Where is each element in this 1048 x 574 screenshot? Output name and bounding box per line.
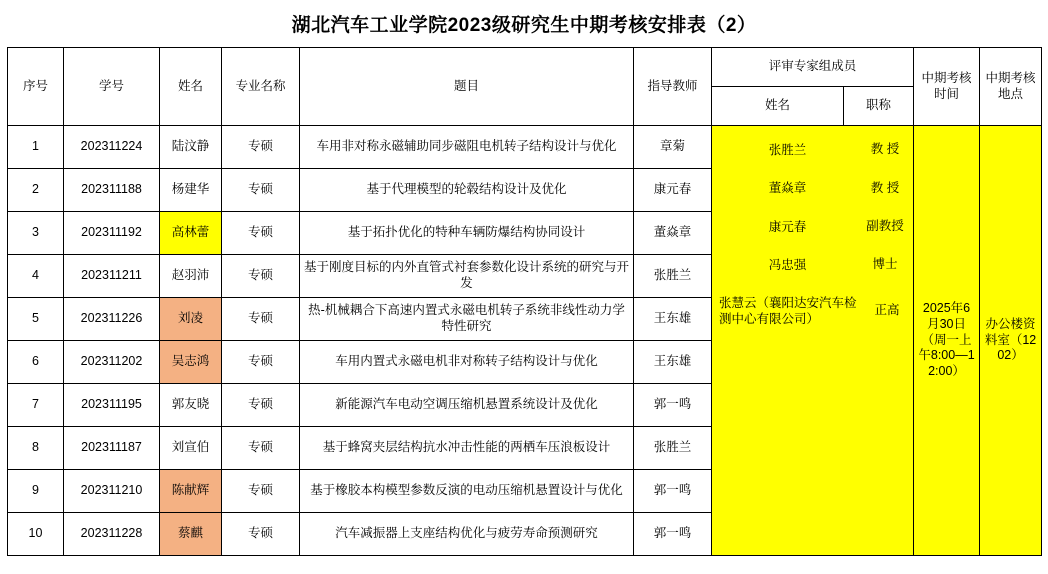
cell-major: 专硕 bbox=[222, 341, 300, 384]
cell-advisor: 康元春 bbox=[634, 169, 712, 212]
cell-advisor: 郭一鸣 bbox=[634, 513, 712, 556]
header-expert-name: 姓名 bbox=[712, 87, 844, 126]
cell-advisor: 王东雄 bbox=[634, 341, 712, 384]
cell-index: 6 bbox=[8, 341, 64, 384]
header-name: 姓名 bbox=[160, 48, 222, 126]
cell-student-id: 202311195 bbox=[64, 384, 160, 427]
cell-student-id: 202311228 bbox=[64, 513, 160, 556]
expert-title: 副教授 bbox=[866, 218, 904, 233]
cell-index: 4 bbox=[8, 255, 64, 298]
cell-student-id: 202311188 bbox=[64, 169, 160, 212]
cell-student-id: 202311210 bbox=[64, 470, 160, 513]
cell-student-id: 202311211 bbox=[64, 255, 160, 298]
page-title: 湖北汽车工业学院2023级研究生中期考核安排表（2） bbox=[291, 15, 757, 36]
cell-name: 陈献辉 bbox=[160, 470, 222, 513]
cell-review-time: 2025年6月30日（周一上午8:00—12:00） bbox=[914, 126, 980, 556]
header-topic: 题目 bbox=[300, 48, 634, 126]
schedule-table bbox=[7, 47, 1042, 556]
expert-title: 正高 bbox=[874, 303, 900, 318]
expert-row bbox=[715, 295, 910, 328]
cell-major: 专硕 bbox=[222, 513, 300, 556]
cell-major: 专硕 bbox=[222, 298, 300, 341]
cell-major: 专硕 bbox=[222, 126, 300, 169]
cell-name: 蔡麒 bbox=[160, 513, 222, 556]
cell-student-id: 202311192 bbox=[64, 212, 160, 255]
cell-topic: 基于拓扑优化的特种车辆防爆结构协同设计 bbox=[300, 212, 634, 255]
cell-name: 刘宣伯 bbox=[160, 427, 222, 470]
cell-name: 杨建华 bbox=[160, 169, 222, 212]
cell-advisor: 董焱章 bbox=[634, 212, 712, 255]
header-expert-group: 评审专家组成员 bbox=[712, 48, 914, 87]
header-index: 序号 bbox=[8, 48, 64, 126]
header-student-id: 学号 bbox=[64, 48, 160, 126]
expert-title: 博士 bbox=[872, 257, 898, 272]
cell-index: 8 bbox=[8, 427, 64, 470]
expert-title: 教 授 bbox=[870, 142, 900, 157]
expert-list bbox=[715, 128, 910, 553]
cell-name: 吴志鸿 bbox=[160, 341, 222, 384]
cell-student-id: 202311224 bbox=[64, 126, 160, 169]
table-header bbox=[8, 48, 1042, 126]
cell-index: 5 bbox=[8, 298, 64, 341]
cell-advisor: 郭一鸣 bbox=[634, 384, 712, 427]
expert-name: 康元春 bbox=[768, 219, 807, 234]
cell-major: 专硕 bbox=[222, 384, 300, 427]
cell-major: 专硕 bbox=[222, 255, 300, 298]
cell-advisor: 张胜兰 bbox=[634, 427, 712, 470]
cell-index: 9 bbox=[8, 470, 64, 513]
cell-topic: 热-机械耦合下高速内置式永磁电机转子系统非线性动力学特性研究 bbox=[300, 298, 634, 341]
expert-name: 董焱章 bbox=[768, 181, 807, 196]
cell-index: 3 bbox=[8, 212, 64, 255]
cell-topic: 基于蜂窝夹层结构抗水冲击性能的两栖车压浪板设计 bbox=[300, 427, 634, 470]
cell-major: 专硕 bbox=[222, 427, 300, 470]
header-review-time: 中期考核时间 bbox=[914, 48, 980, 126]
cell-name: 陆汶静 bbox=[160, 126, 222, 169]
expert-row bbox=[715, 219, 910, 235]
cell-advisor: 郭一鸣 bbox=[634, 470, 712, 513]
expert-name: 冯忠强 bbox=[768, 257, 807, 272]
cell-topic: 车用内置式永磁电机非对称转子结构设计与优化 bbox=[300, 341, 634, 384]
expert-row bbox=[715, 142, 910, 158]
cell-index: 1 bbox=[8, 126, 64, 169]
table-row bbox=[8, 126, 1042, 169]
cell-expert-group bbox=[712, 126, 914, 556]
cell-student-id: 202311226 bbox=[64, 298, 160, 341]
cell-topic: 基于刚度目标的内外直管式衬套参数化设计系统的研究与开发 bbox=[300, 255, 634, 298]
cell-name: 高林蕾 bbox=[160, 212, 222, 255]
expert-name: 张胜兰 bbox=[768, 143, 807, 157]
cell-major: 专硕 bbox=[222, 169, 300, 212]
cell-major: 专硕 bbox=[222, 470, 300, 513]
cell-topic: 基于橡胶本构模型参数反演的电动压缩机悬置设计与优化 bbox=[300, 470, 634, 513]
table-body bbox=[8, 126, 1042, 556]
cell-topic: 汽车减振器上支座结构优化与疲劳寿命预测研究 bbox=[300, 513, 634, 556]
cell-advisor: 王东雄 bbox=[634, 298, 712, 341]
header-major: 专业名称 bbox=[222, 48, 300, 126]
header-row-top bbox=[8, 48, 1042, 87]
header-advisor: 指导教师 bbox=[634, 48, 712, 126]
header-review-place: 中期考核地点 bbox=[980, 48, 1042, 126]
cell-index: 10 bbox=[8, 513, 64, 556]
cell-major: 专硕 bbox=[222, 212, 300, 255]
cell-advisor: 张胜兰 bbox=[634, 255, 712, 298]
expert-title: 教 授 bbox=[870, 180, 900, 195]
cell-name: 刘凌 bbox=[160, 298, 222, 341]
cell-review-place: 办公楼资料室（1202） bbox=[980, 126, 1042, 556]
cell-topic: 车用非对称永磁辅助同步磁阻电机转子结构设计与优化 bbox=[300, 126, 634, 169]
cell-advisor: 章菊 bbox=[634, 126, 712, 169]
cell-topic: 基于代理模型的轮毂结构设计及优化 bbox=[300, 169, 634, 212]
cell-name: 赵羽沛 bbox=[160, 255, 222, 298]
cell-index: 2 bbox=[8, 169, 64, 212]
expert-row bbox=[715, 180, 910, 196]
cell-name: 郭友晓 bbox=[160, 384, 222, 427]
cell-topic: 新能源汽车电动空调压缩机悬置系统设计及优化 bbox=[300, 384, 634, 427]
expert-row bbox=[715, 257, 910, 273]
cell-student-id: 202311187 bbox=[64, 427, 160, 470]
expert-name: 张慧云（襄阳达安汽车检测中心有限公司） bbox=[719, 296, 857, 327]
cell-index: 7 bbox=[8, 384, 64, 427]
header-expert-title: 职称 bbox=[844, 87, 914, 126]
cell-student-id: 202311202 bbox=[64, 341, 160, 384]
